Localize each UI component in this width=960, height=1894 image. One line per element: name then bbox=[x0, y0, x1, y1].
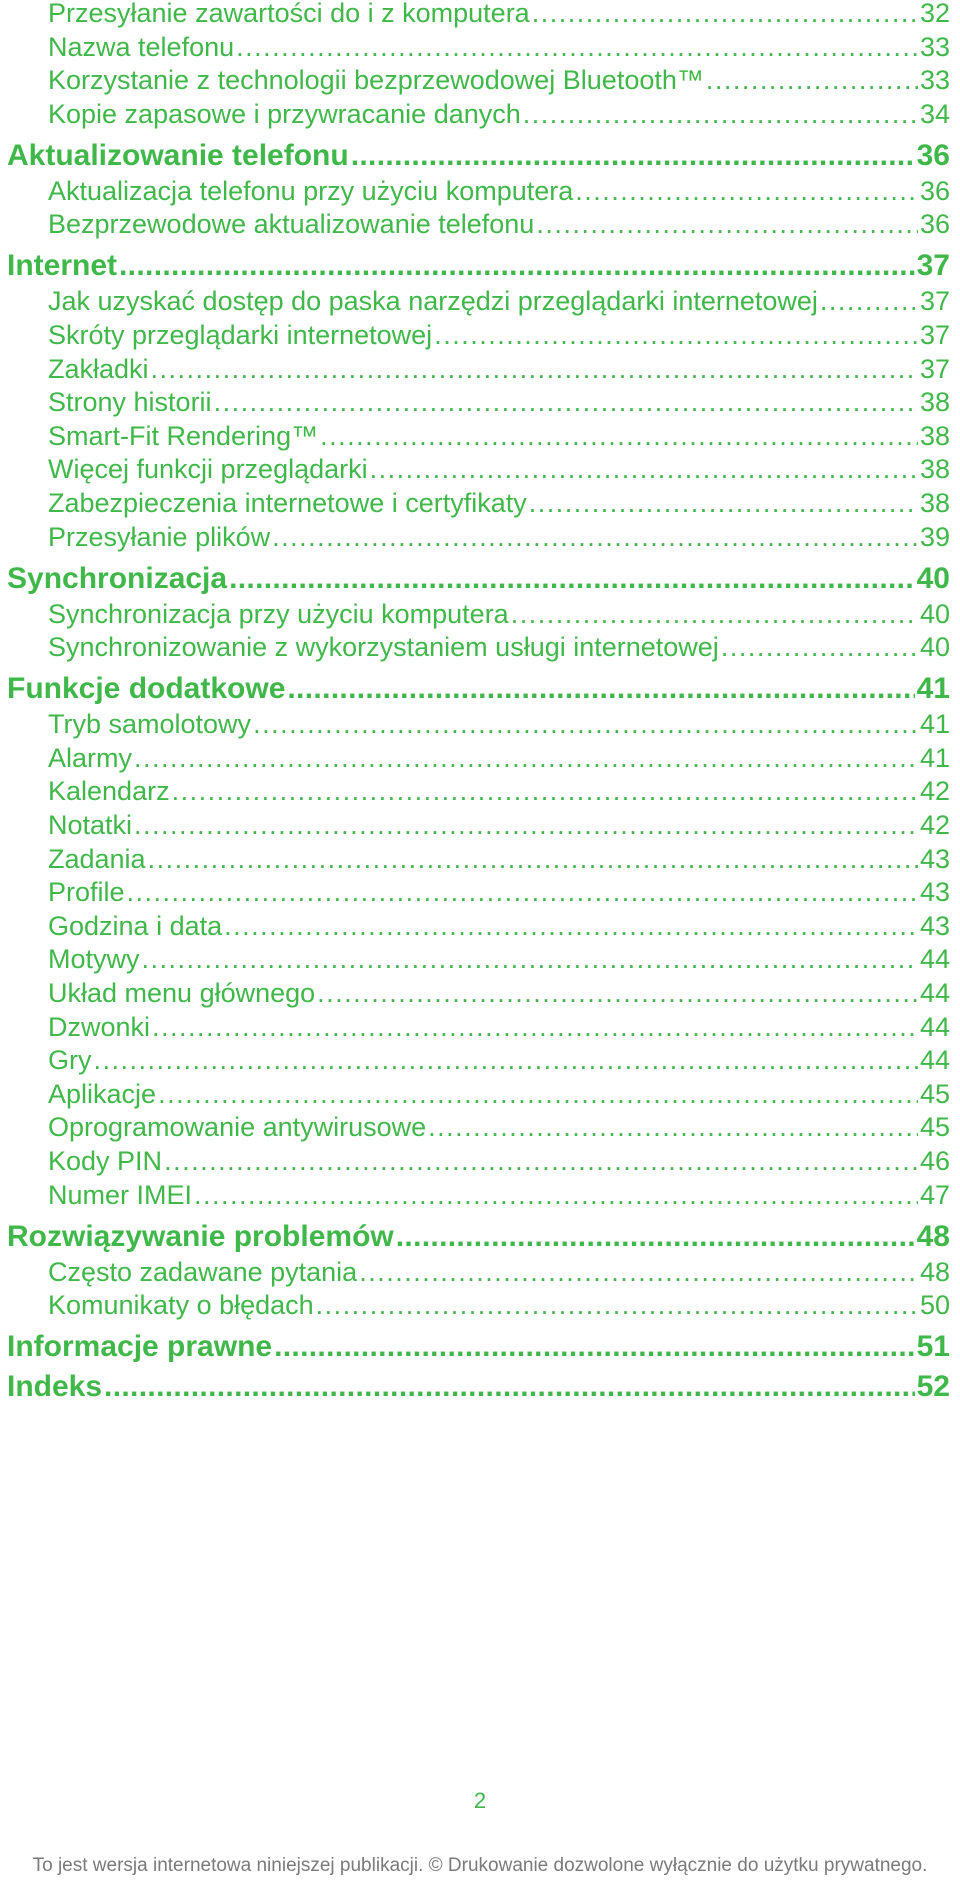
toc-entry-page: 42 bbox=[919, 776, 950, 807]
toc-entry-title: Korzystanie z technologii bezprzewodowej Bluetooth™ bbox=[48, 65, 704, 96]
toc-section-entry[interactable] bbox=[48, 1180, 950, 1211]
toc-entry-page: 41 bbox=[919, 709, 950, 740]
dot-leader bbox=[529, 488, 918, 519]
toc-entry-title: Bezprzewodowe aktualizowanie telefonu bbox=[48, 209, 535, 240]
toc-entry-page: 40 bbox=[916, 561, 950, 595]
dot-leader bbox=[152, 1012, 918, 1043]
toc-section-entry[interactable] bbox=[48, 709, 950, 740]
dot-leader bbox=[536, 209, 918, 240]
toc-entry-page: 44 bbox=[919, 978, 950, 1008]
dot-leader bbox=[370, 454, 918, 485]
toc-entry-title: Indeks bbox=[7, 1370, 103, 1404]
toc-section-entry[interactable] bbox=[48, 844, 950, 875]
dot-leader bbox=[575, 176, 918, 207]
toc-entry-page: 44 bbox=[919, 1011, 950, 1042]
toc-entry-page: 44 bbox=[919, 1045, 950, 1076]
toc-chapter-entry[interactable] bbox=[7, 1330, 950, 1364]
toc-entry-page: 40 bbox=[919, 632, 950, 663]
dot-leader bbox=[214, 387, 918, 418]
toc-chapter-entry[interactable] bbox=[7, 562, 950, 596]
toc-entry-title: Synchronizowanie z wykorzystaniem usługi internetowej bbox=[48, 632, 719, 663]
dot-leader bbox=[151, 354, 918, 385]
toc-section-entry[interactable] bbox=[48, 743, 950, 774]
dot-leader bbox=[351, 139, 915, 173]
dot-leader bbox=[511, 599, 918, 630]
dot-leader bbox=[104, 1370, 915, 1404]
toc-entry-page: 33 bbox=[919, 65, 950, 96]
toc-chapter-entry[interactable] bbox=[7, 1370, 950, 1404]
toc-chapter-entry[interactable] bbox=[7, 139, 950, 173]
toc-entry-page: 40 bbox=[919, 598, 950, 629]
toc-section-entry[interactable] bbox=[48, 877, 950, 908]
toc-entry-page: 51 bbox=[916, 1330, 950, 1364]
toc-entry-title: Internet bbox=[7, 249, 118, 283]
dot-leader bbox=[320, 421, 918, 452]
toc-entry-page: 52 bbox=[916, 1370, 950, 1404]
toc-section-entry[interactable] bbox=[48, 599, 950, 630]
dot-leader bbox=[532, 0, 918, 29]
toc-entry-page: 37 bbox=[919, 353, 950, 384]
toc-entry-page: 43 bbox=[919, 910, 950, 941]
toc-entry-title: Oprogramowanie antywirusowe bbox=[48, 1112, 427, 1143]
toc-entry-page: 32 bbox=[919, 0, 950, 28]
toc-section-entry[interactable] bbox=[48, 522, 950, 553]
toc-entry-page: 36 bbox=[916, 138, 950, 172]
dot-leader bbox=[229, 562, 915, 596]
toc-entry-title: Układ menu głównego bbox=[48, 978, 316, 1008]
toc-entry-title: Informacje prawne bbox=[7, 1330, 273, 1364]
toc-section-entry[interactable] bbox=[48, 387, 950, 418]
toc-entry-title: Synchronizacja bbox=[7, 561, 228, 595]
toc-entry-page: 38 bbox=[919, 488, 950, 518]
dot-leader bbox=[134, 810, 918, 841]
toc-section-entry[interactable] bbox=[48, 454, 950, 485]
toc-entry-title: Więcej funkcji przeglądarki bbox=[48, 454, 368, 485]
dot-leader bbox=[359, 1257, 918, 1288]
toc-entry-page: 48 bbox=[919, 1256, 950, 1287]
toc-entry-page: 37 bbox=[919, 286, 950, 317]
toc-section-entry[interactable] bbox=[48, 1112, 950, 1143]
toc-entry-title: Aktualizacja telefonu przy użyciu komputera bbox=[48, 175, 574, 206]
toc-section-entry[interactable] bbox=[48, 421, 950, 452]
toc-entry-page: 37 bbox=[919, 320, 950, 350]
dot-leader bbox=[706, 65, 918, 96]
dot-leader bbox=[523, 99, 918, 130]
toc-section-entry[interactable] bbox=[48, 810, 950, 841]
toc-entry-title: Strony historii bbox=[48, 387, 212, 418]
dot-leader bbox=[119, 249, 915, 283]
toc-entry-page: 37 bbox=[916, 249, 950, 283]
dot-leader bbox=[396, 1220, 915, 1254]
toc-entry-title: Motywy bbox=[48, 944, 140, 975]
toc-section-entry[interactable] bbox=[48, 944, 950, 975]
toc-entry-page: 47 bbox=[919, 1179, 950, 1210]
toc-section-entry[interactable] bbox=[48, 1045, 950, 1076]
toc-entry-page: 48 bbox=[916, 1219, 950, 1253]
toc-chapter-entry[interactable] bbox=[7, 1220, 950, 1254]
toc-entry-title: Rozwiązywanie problemów bbox=[7, 1219, 394, 1253]
toc-entry-title: Profile bbox=[48, 877, 125, 908]
dot-leader bbox=[434, 320, 918, 351]
dot-leader bbox=[428, 1112, 918, 1143]
dot-leader bbox=[134, 743, 918, 774]
toc-entry-page: 38 bbox=[919, 387, 950, 418]
toc-entry-page: 34 bbox=[919, 98, 950, 129]
toc-entry-title: Często zadawane pytania bbox=[48, 1256, 358, 1287]
dot-leader bbox=[127, 877, 918, 908]
page-number: 2 bbox=[473, 1788, 487, 1813]
toc-entry-page: 43 bbox=[919, 877, 950, 908]
toc-entry-page: 43 bbox=[919, 843, 950, 874]
dot-leader bbox=[272, 522, 918, 553]
toc-entry-page: 41 bbox=[919, 742, 950, 773]
toc-entry-title: Funkcje dodatkowe bbox=[7, 672, 286, 706]
dot-leader bbox=[236, 32, 918, 63]
dot-leader bbox=[721, 632, 918, 663]
dot-leader bbox=[164, 1146, 918, 1177]
toc-section-entry[interactable] bbox=[48, 632, 950, 663]
toc-chapter-entry[interactable] bbox=[7, 249, 950, 283]
toc-entry-title: Numer IMEI bbox=[48, 1179, 193, 1210]
toc-entry-page: 44 bbox=[919, 944, 950, 975]
toc-entry-title: Kopie zapasowe i przywracanie danych bbox=[48, 98, 521, 129]
dot-leader bbox=[274, 1330, 915, 1364]
toc-entry-title: Zabezpieczenia internetowe i certyfikaty bbox=[48, 488, 527, 518]
toc-section-entry[interactable] bbox=[48, 911, 950, 942]
toc-section-entry[interactable] bbox=[48, 776, 950, 807]
toc-entry-title: Nazwa telefonu bbox=[48, 31, 235, 62]
dot-leader bbox=[316, 1290, 918, 1321]
toc-entry-title: Kody PIN bbox=[48, 1146, 163, 1176]
dot-leader bbox=[194, 1180, 918, 1211]
toc-section-entry[interactable] bbox=[48, 1012, 950, 1043]
toc-section-entry[interactable] bbox=[48, 209, 950, 240]
toc-entry-title: Przesyłanie zawartości do i z komputera bbox=[48, 0, 530, 28]
toc-entry-page: 36 bbox=[919, 209, 950, 240]
toc-section-entry[interactable] bbox=[48, 978, 950, 1009]
toc-entry-page: 46 bbox=[919, 1146, 950, 1176]
toc-entry-page: 39 bbox=[919, 521, 950, 552]
dot-leader bbox=[172, 776, 918, 807]
footer-note: To jest wersja internetowa niniejszej publikacji. © Drukowanie dozwolone wyłącznie do użytku prywatnego. bbox=[32, 1855, 928, 1876]
toc-entry-page: 42 bbox=[919, 810, 950, 840]
toc-section-entry[interactable] bbox=[48, 354, 950, 385]
toc-entry-title: Gry bbox=[48, 1045, 92, 1076]
toc-entry-title: Dzwonki bbox=[48, 1011, 151, 1042]
toc-entry-page: 38 bbox=[919, 454, 950, 485]
toc-entry-page: 45 bbox=[919, 1078, 950, 1109]
dot-leader bbox=[148, 844, 918, 875]
dot-leader bbox=[253, 709, 918, 740]
toc-entry-title: Notatki bbox=[48, 810, 133, 840]
dot-leader bbox=[317, 978, 918, 1009]
dot-leader bbox=[158, 1079, 918, 1110]
toc-section-entry[interactable] bbox=[48, 286, 950, 317]
toc-entry-page: 38 bbox=[919, 420, 950, 451]
toc-entry-page: 50 bbox=[919, 1290, 950, 1321]
toc-entry-title: Smart-Fit Rendering™ bbox=[48, 420, 319, 451]
toc-entry-page: 33 bbox=[919, 31, 950, 62]
dot-leader bbox=[224, 911, 918, 942]
toc-section-entry[interactable] bbox=[48, 1257, 950, 1288]
toc-section-entry[interactable] bbox=[48, 1079, 950, 1110]
toc-entry-title: Zakładki bbox=[48, 353, 149, 384]
toc-entry-title: Kalendarz bbox=[48, 776, 170, 807]
toc-section-entry[interactable] bbox=[48, 320, 950, 351]
toc-section-entry[interactable] bbox=[48, 488, 950, 519]
toc-entry-title: Synchronizacja przy użyciu komputera bbox=[48, 598, 509, 629]
toc-entry-page: 45 bbox=[919, 1112, 950, 1143]
dot-leader bbox=[287, 672, 914, 706]
toc-section-entry[interactable] bbox=[48, 1146, 950, 1177]
toc-chapter-entry[interactable] bbox=[7, 672, 950, 706]
toc-section-entry[interactable] bbox=[48, 99, 950, 130]
toc-entry-title: Alarmy bbox=[48, 742, 133, 773]
toc-entry-title: Skróty przeglądarki internetowej bbox=[48, 320, 433, 350]
toc-entry-title: Aktualizowanie telefonu bbox=[7, 138, 349, 172]
toc-section-entry[interactable] bbox=[48, 1290, 950, 1321]
toc-entry-title: Przesyłanie plików bbox=[48, 521, 271, 552]
toc-entry-page: 41 bbox=[916, 672, 950, 706]
toc-entry-page: 36 bbox=[919, 175, 950, 206]
toc-section-entry[interactable] bbox=[48, 176, 950, 207]
toc-section-entry[interactable] bbox=[48, 32, 950, 63]
toc-entry-title: Zadania bbox=[48, 843, 146, 874]
toc-section-entry[interactable] bbox=[48, 0, 950, 29]
toc-entry-title: Jak uzyskać dostęp do paska narzędzi przeglądarki internetowej bbox=[48, 286, 818, 317]
dot-leader bbox=[142, 944, 918, 975]
toc-entry-title: Komunikaty o błędach bbox=[48, 1290, 314, 1321]
toc-entry-title: Godzina i data bbox=[48, 910, 223, 941]
dot-leader bbox=[94, 1045, 918, 1076]
dot-leader bbox=[820, 286, 918, 317]
toc-entry-title: Tryb samolotowy bbox=[48, 709, 252, 740]
toc-entry-title: Aplikacje bbox=[48, 1078, 157, 1109]
toc-section-entry[interactable] bbox=[48, 65, 950, 96]
